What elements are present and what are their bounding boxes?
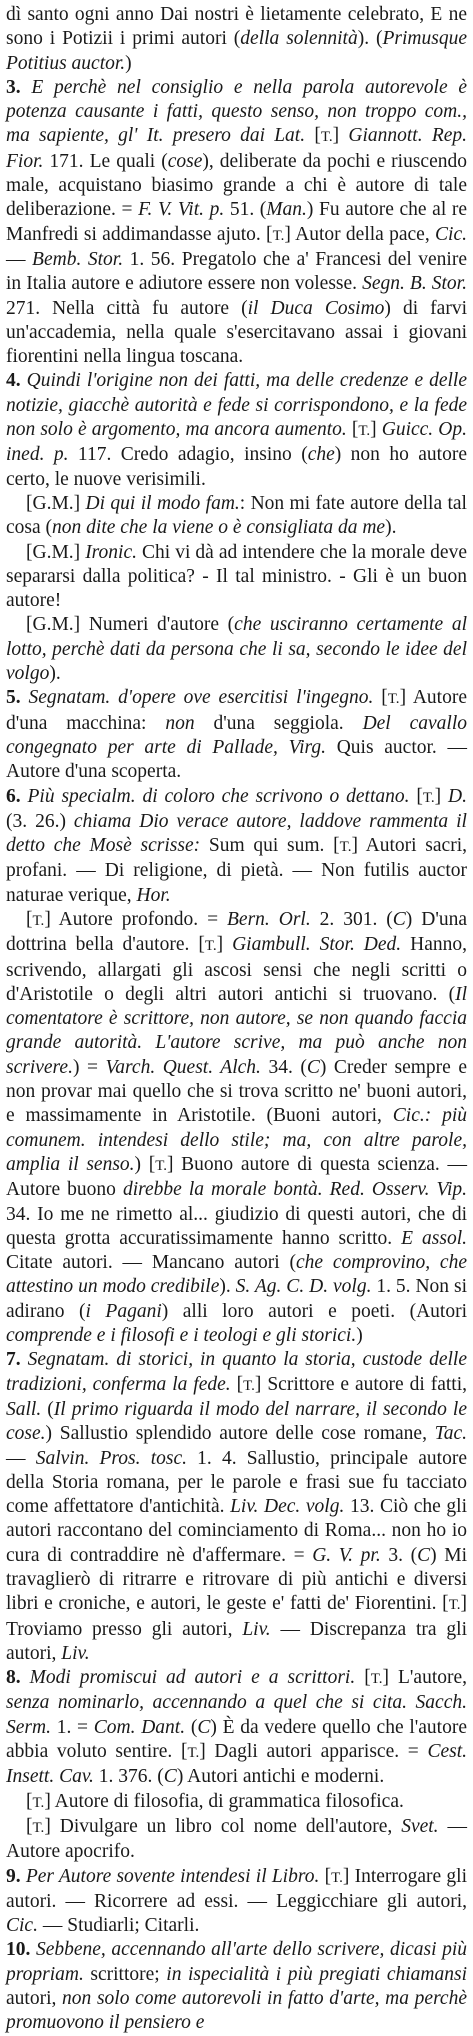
entry-text: ) di farvi un'accademia, nella quale s'esercitavano assai i giovani fiorentini nella lingua toscana. — [6, 297, 467, 368]
entry-text: ( — [185, 1716, 198, 1738]
source-marker: T. — [422, 789, 435, 806]
entry-text: Bern. Orl. — [227, 908, 311, 930]
entry-text: che comprovino, che attestino un modo credibile — [6, 1252, 467, 1298]
entry-text: Il primo riguarda il modo del narrare, il secondo le cose. — [6, 1398, 467, 1445]
entry-text: ] Autore di filosofia, di grammatica filosofica. — [44, 1790, 404, 1812]
entry-text: ] Troviamo presso gli autori, — [6, 1593, 467, 1640]
entry-text: 271. Nella città fu autore ( — [6, 297, 248, 319]
entry-text: Chi vi dà ad intendere che la morale deve separarsi dalla politica? - Il tal ministro. - Gli è un buon autore! — [6, 541, 467, 612]
entry-text: D. — [448, 785, 467, 807]
entry-text: Guicc. Op. ined. p. — [6, 419, 467, 466]
source-marker: T. — [387, 691, 400, 708]
entry-text: che usciranno certamente al lotto, perchè dati da persona che li sa, secondo le idee del volgo — [6, 614, 467, 685]
sense-number: 4. — [6, 370, 27, 392]
entry-text: ) — [356, 1325, 363, 1347]
entry-text: Di qui il modo fam. — [85, 492, 240, 514]
entry-text: ). — [49, 663, 61, 685]
entry-text: ] — [434, 785, 449, 807]
entry-text: ] Autore profondo. = — [44, 908, 228, 930]
source-marker: T. — [243, 1377, 255, 1394]
source-marker: T. — [358, 423, 371, 440]
entry-text: 3. ( — [380, 1544, 418, 1566]
paragraph-autore-profondo — [6, 908, 467, 1348]
entry-text: 1. 4. Sallustio, principale autore della Storia romana, per le parole e frasi sue fu tacciato come affettatore d'antichità. — [6, 1447, 467, 1518]
paragraph-sense-4 — [6, 369, 467, 491]
paragraph-sense-8 — [6, 1666, 467, 1789]
entry-text: — — [6, 248, 33, 270]
entry-text: ). — [385, 517, 397, 539]
entry-text: ) non ho autore certo, le nuove verisimili. — [6, 444, 468, 490]
entry-text: Cic. — [6, 1915, 38, 1937]
entry-text: ), deliberate da pochi e riuscendo male, acquistano biasimo grande a chi è autore di tale deliberazione. = — [6, 150, 467, 221]
paragraph-sense-3 — [6, 76, 467, 370]
entry-text: Quindi l'origine non dei fatti, ma delle credenze e delle notizie, giacchè autorità e fede si corrispondono, e la fede non solo è argomento, ma ancora aumento. — [6, 370, 468, 441]
entry-text: ] Dagli autori apparisce. = — [199, 1741, 428, 1763]
sense-number: 10. — [6, 1939, 36, 1961]
entry-text: il Duca Cosimo — [247, 297, 385, 319]
sense-number: 6. — [6, 785, 28, 807]
entry-text: ). ( — [357, 28, 383, 50]
entry-text: ] — [216, 934, 233, 956]
entry-text: Liv. — [61, 1642, 90, 1664]
sense-number: 8. — [6, 1667, 30, 1689]
entry-text: Svet. — [401, 1815, 439, 1837]
entry-text: ( — [41, 1398, 54, 1420]
paragraph-modo-fam — [6, 492, 467, 541]
sense-number: 7. — [6, 1349, 28, 1371]
entry-text: Bemb. Stor. — [32, 248, 124, 270]
entry-text: d'una seggiola. — [194, 712, 363, 734]
paragraph-continuation — [6, 3, 467, 76]
entry-text: Varch. Quest. Alch. — [105, 1056, 261, 1078]
entry-text: 34. ( — [260, 1056, 307, 1078]
entry-text: ] Autori sacri, profani. — Di religione, di pietà. — Non futilis auctor naturae verique, — [6, 835, 467, 906]
entry-text: Liv. — [242, 1618, 271, 1640]
entry-text: ) — [125, 52, 132, 74]
source-marker: T. — [204, 938, 217, 955]
entry-text: ) Mi travaglierò di ritrarre e ritrovare di più antichi e diversi libri e croniche, e autori, le geste e' fatti de' Fiorentini. [ — [6, 1544, 467, 1615]
entry-text: autori, — [6, 1988, 63, 2010]
entry-text: ] Divulgare un libro col nome dell'autore, — [44, 1815, 402, 1837]
entry-text: Modi promiscui ad autori e a scrittori. — [29, 1667, 356, 1689]
entry-text: C — [392, 908, 406, 930]
entry-text: ] Scrittore e autore di fatti, — [254, 1373, 467, 1395]
entry-text: 51. ( — [224, 199, 267, 221]
entry-text: direbbe la morale bontà. Red. Osserv. Vip. — [122, 1179, 467, 1201]
entry-text: Il comentatore è scrittore, non autore, se non quando faccia grande autorità. L'autore scrive, ma può anche non scrivere. — [6, 983, 467, 1078]
entry-text: Segnatam. d'opere ove esercitisi l'ingegno. — [28, 687, 374, 709]
entry-text: Sall. — [6, 1398, 42, 1420]
entry-text: [ — [319, 1865, 332, 1887]
entry-text: comprende e i filosofi e i teologi e gli storici. — [6, 1325, 357, 1347]
source-marker: T. — [187, 1745, 200, 1762]
paragraph-sense-10 — [6, 1938, 467, 2035]
entry-text: Cic. — [435, 223, 467, 245]
source-marker: T. — [32, 1794, 45, 1811]
entry-text: ] Autor della pace, — [284, 223, 436, 245]
source-marker: T. — [339, 839, 352, 856]
entry-text: 34. Io me ne rimetto al... giudizio di questi autori, che di questa grotta accuratissimamente hanno scritto. — [6, 1203, 467, 1249]
entry-text: [ — [409, 785, 423, 807]
entry-text: ) [ — [134, 1153, 156, 1175]
entry-text: Hor. — [136, 884, 171, 906]
entry-text: Citate autori. — Mancano autori ( — [6, 1252, 296, 1274]
entry-text: — Studiarli; Citarli. — [37, 1915, 200, 1937]
entry-text: E perchè nel consiglio e nella parola autorevole è potenza causante i fatti, questo senso, non troppo com., ma sapiente, gl' It. presero dai Lat. — [6, 76, 468, 147]
entry-text: — — [6, 1447, 36, 1469]
entry-text: ) Sallustio splendido autore delle cose romane, — [45, 1423, 435, 1445]
entry-text: Sum qui sum. [ — [200, 835, 340, 857]
entry-text: non — [165, 712, 195, 734]
entry-text: Liv. Dec. volg. — [230, 1496, 345, 1518]
entry-text: — Autore apocrifo. — [6, 1815, 468, 1863]
entry-text: 1. 376. ( — [93, 1766, 164, 1788]
entry-text: Cic.: più comunem. intendesi dello stile; ma, con altre parole, amplia il senso. — [6, 1105, 467, 1175]
paragraph-sense-7 — [6, 1348, 467, 1666]
entry-text: Salvin. Pros. tosc. — [35, 1447, 187, 1469]
entry-text: Ironic. — [85, 541, 137, 563]
source-marker: T. — [448, 1597, 461, 1614]
entry-text: Segnatam. di storici, in quanto la storia, custode delle tradizioni, conferma la fede. — [6, 1349, 468, 1395]
paragraph-divulgare — [6, 1815, 467, 1865]
source-marker: T. — [32, 1819, 45, 1836]
entry-text: ] — [332, 125, 349, 147]
entry-text: Man. — [266, 199, 307, 221]
entry-text: senza nominarlo, accennando a quel che si cita. Sacch. Serm. — [6, 1692, 467, 1738]
entry-text: ] Buono autore di questa scienza. — Autore buono — [6, 1153, 467, 1201]
entry-text: : Non mi fate autore della tal cosa ( — [6, 492, 467, 539]
entry-text: [ — [373, 687, 388, 709]
entry-text: F. V. Vit. p. — [138, 199, 225, 221]
entry-text: C — [417, 1544, 431, 1566]
entry-text: dì santo ogni anno Dai nostri è lietamente celebrato, E ne sono i Potizii i primi autori ( — [6, 4, 467, 50]
source-marker: T. — [272, 227, 285, 244]
entry-text: [G.M.] — [26, 492, 86, 514]
entry-text: S. Ag. C. D. volg. — [235, 1276, 372, 1298]
entry-text: C — [197, 1716, 211, 1738]
entry-text: Segn. B. Stor. — [362, 273, 467, 295]
entry-text: ). — [219, 1276, 236, 1298]
entry-text: Tac. — [434, 1423, 467, 1445]
entry-text: G. V. pr. — [312, 1544, 381, 1566]
entry-text: Giambull. Stor. Ded. — [232, 934, 402, 956]
entry-text: Del cavallo congegnato per arte di Pallade, Virg. — [6, 712, 468, 758]
entry-text: [ — [346, 419, 359, 441]
entry-text: (3. 26.) — [6, 810, 74, 832]
entry-text: ) Fu autore che al re Manfredi si addimandasse ajuto. [ — [6, 199, 467, 245]
entry-text: 1. = — [50, 1716, 94, 1738]
entry-text: ) alli loro autori e poeti. (Autori — [161, 1300, 468, 1322]
entry-text: 2. 301. ( — [310, 908, 393, 930]
paragraph-sense-6 — [6, 785, 467, 908]
entry-text: [ — [26, 1790, 33, 1812]
source-marker: T. — [370, 1671, 383, 1688]
entry-text: ] Autore d'una macchina: — [6, 687, 467, 734]
entry-text: Più specialm. di coloro che scrivono o dettano. — [27, 785, 410, 807]
entry-text: scrittore; — [83, 1963, 167, 1985]
source-marker: T. — [320, 129, 333, 146]
entry-text: 1. 56. Pregatolo che a' Francesi del venire in Italia autore e adiutore essere non volesse. — [6, 248, 467, 295]
entry-text: C — [306, 1056, 320, 1078]
paragraph-sense-9 — [6, 1865, 467, 1939]
entry-text: non solo come autorevoli in fatto d'arte, ma perchè promuovono il pensiero e — [6, 1988, 467, 2034]
entry-text: Quis auctor. — Autore d'una scoperta. — [6, 736, 468, 783]
entry-text: — Discrepanza tra gli autori, — [6, 1618, 468, 1664]
entry-text: [ — [26, 908, 33, 930]
entry-text: [ — [305, 125, 321, 147]
entry-text: 1. 5. Non si adirano ( — [6, 1276, 467, 1322]
entry-text: 171. Le quali ( — [43, 150, 168, 172]
entry-text: [ — [26, 1815, 33, 1837]
sense-number: 3. — [6, 76, 32, 98]
entry-text: ) D'una dottrina bella d'autore. [ — [6, 908, 467, 956]
entry-text: i Pagani — [85, 1300, 162, 1322]
entry-text: [G.M.] — [26, 541, 86, 563]
sense-number: 9. — [6, 1865, 26, 1887]
entry-text: ] L'autore, — [382, 1667, 468, 1689]
source-marker: T. — [331, 1869, 343, 1886]
source-marker: T. — [32, 912, 45, 929]
entry-text: non dite che la viene o è consigliata da me — [52, 517, 386, 539]
paragraph-sense-5 — [6, 686, 467, 784]
entry-text: 117. Credo adagio, insino ( — [68, 444, 308, 466]
paragraph-numeri-autore — [6, 613, 467, 686]
entry-text: ) = — [72, 1056, 106, 1078]
entry-text: che — [307, 444, 335, 466]
entry-text: ) Creder sempre e non provar mai quello che si trova scritto ne' buoni autori, e massimamente in Aristotile. (Buoni autori, — [6, 1056, 468, 1127]
entry-text: ] Interrogare gli autori. — Ricorrere ad essi. — Leggicchiare gli autori, — [6, 1865, 468, 1912]
sense-number: 5. — [6, 687, 29, 709]
entry-text: Hanno, scrivendo, allargati gli ascosi sensi che negli scritti o d'Aristotile o degli altri autori antichi si truovano. ( — [6, 934, 467, 1005]
entry-text: Com. Dant. — [93, 1716, 186, 1738]
entry-text: [ — [355, 1667, 371, 1689]
entry-text: Cest. Insett. Cav. — [6, 1741, 467, 1788]
entry-text: Sebbene, accennando all'arte dello scrivere, dicasi più propriam. — [6, 1939, 468, 1985]
entry-text: Primusque Potitius auctor. — [6, 28, 467, 74]
entry-text: ] — [370, 419, 382, 441]
entry-text: [G.M.] Numeri d'autore ( — [26, 614, 235, 636]
entry-text: ) Autori antichi e moderni. — [176, 1766, 385, 1788]
entry-text: ) È da vedere quello che l'autore abbia voluto sentire. [ — [6, 1716, 467, 1763]
entry-text: chiama Dio verace autore, laddove rammenta il detto che Mosè scrisse: — [6, 810, 467, 857]
source-marker: T. — [155, 1157, 168, 1174]
paragraph-autore-filosofia — [6, 1790, 467, 1815]
entry-text: C — [163, 1766, 177, 1788]
entry-text: in ispecialità i più pregiati chiamansi — [166, 1963, 467, 1985]
entry-text: cose — [167, 150, 203, 172]
entry-text: Per Autore sovente intendesi il Libro. — [25, 1865, 320, 1887]
entry-text: Giannott. Rep. Fior. — [6, 125, 468, 172]
paragraph-ironic — [6, 541, 467, 614]
entry-text: E assol. — [401, 1227, 467, 1249]
entry-text: 13. Ciò che gli autori raccontano del cominciamento di Roma... non ho io cura di contraddire nè d'affermare. = — [6, 1496, 467, 1566]
entry-text: della solennità — [240, 28, 358, 50]
entry-text: [ — [230, 1373, 244, 1395]
